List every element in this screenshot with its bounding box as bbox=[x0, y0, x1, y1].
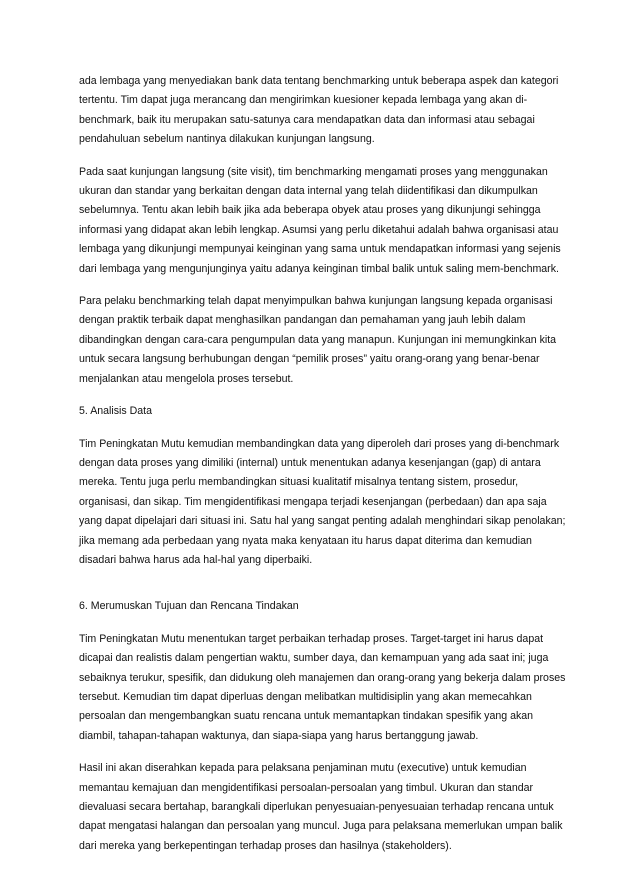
text-line: informasi yang didapat akan lebih lengkap. Asumsi yang perlu diketahui adalah bahwa organisasi atau bbox=[79, 223, 559, 236]
text-line: tersebut. Kemudian tim dapat diperluas dengan melibatkan multidisiplin yang akan memecahkan bbox=[79, 690, 532, 703]
section-spacer bbox=[79, 583, 569, 597]
text-line: Tim Peningkatan Mutu kemudian membandingkan data yang diperoleh dari proses yang di-benchmark bbox=[79, 437, 560, 450]
paragraph-benchmarking-conclusion bbox=[79, 292, 569, 389]
text-line: ukuran dan standar yang berkaitan dengan data internal yang telah diidentifikasi dan dikumpulkan bbox=[79, 185, 538, 198]
text-line: jika memang ada perbedaan yang nyata maka kenyataan itu harus dapat diterima dan kemudian bbox=[79, 534, 532, 547]
text-line: untuk secara langsung berhubungan dengan “pemilik proses” yaitu orang-orang yang benar-benar bbox=[79, 353, 540, 366]
text-line: Para pelaku benchmarking telah dapat menyimpulkan bahwa kunjungan langsung kepada organisasi bbox=[79, 295, 553, 308]
text-line: sebaiknya terukur, spesifik, dan didukung oleh manajemen dan orang-orang yang bekerja dalam proses bbox=[79, 671, 566, 684]
paragraph-analisis-data bbox=[79, 435, 569, 571]
text-line: Hasil ini akan diserahkan kepada para pelaksana penjaminan mutu (executive) untuk kemudian bbox=[79, 762, 527, 775]
text-line: dapat mengatasi halangan dan persoalan yang muncul. Juga para pelaksana memerlukan umpan balik bbox=[79, 820, 563, 833]
text-line: yang dapat dipelajari dari situasi ini. Satu hal yang sangat penting adalah menghindari sikap penolakan; bbox=[79, 515, 566, 528]
section-heading-analisis-data: 5. Analisis Data bbox=[79, 405, 153, 418]
text-line: organisasi, dan sikap. Tim mengidentifikasi mengapa terjadi kesenjangan (perbedaan) dan apa saja bbox=[79, 495, 547, 508]
text-line: benchmark, baik itu merupakan satu-satunya cara mendapatkan data dan informasi atau sebagai bbox=[79, 113, 535, 126]
paragraph-benchmark-data-bank bbox=[79, 72, 569, 150]
text-line: pendahuluan sebelum nantinya dilakukan kunjungan langsung. bbox=[79, 133, 375, 146]
text-line: memantau kemajuan dan mengidentifikasi persoalan-persoalan yang timbul. Ukuran dan standar bbox=[79, 781, 534, 794]
text-line: dibandingkan dengan cara-cara pengumpulan data yang manapun. Kunjungan ini memungkinkan kita bbox=[79, 333, 557, 346]
text-line: mereka. Tentu juga perlu membandingkan situasi kualitatif misalnya tentang sistem, prosedur, bbox=[79, 476, 519, 489]
text-line: dari mereka yang berkepentingan terhadap proses dan hasilnya (stakeholders). bbox=[79, 839, 452, 852]
section-heading-rencana-tindakan: 6. Merumuskan Tujuan dan Rencana Tindakan bbox=[79, 600, 299, 613]
paragraph-hasil-executive bbox=[79, 759, 569, 856]
document-page bbox=[79, 72, 569, 869]
text-line: dengan praktik terbaik dapat menghasilkan pandangan dan pemahaman yang jauh lebih dalam bbox=[79, 314, 526, 327]
text-line: lembaga yang dikunjungi mempunyai keinginan yang sama untuk mendapatkan informasi yang sejenis bbox=[79, 243, 561, 256]
text-line: tertentu. Tim dapat juga merancang dan mengirimkan kuesioner kepada lembaga yang akan di- bbox=[79, 94, 528, 107]
text-line: sebelumnya. Tentu akan lebih baik jika ada beberapa obyek atau proses yang dikunjungi sehingga bbox=[79, 204, 541, 217]
text-line: ada lembaga yang menyediakan bank data tentang benchmarking untuk beberapa aspek dan kategori bbox=[79, 75, 559, 87]
text-line: disadari bahwa harus ada hal-hal yang diperbaiki. bbox=[79, 553, 313, 566]
text-line: dievaluasi secara bertahap, barangkali diperlukan penyesuaian-penyesuaian terhadap rencana untuk bbox=[79, 801, 554, 813]
text-line: menjalankan atau mengelola proses tersebut. bbox=[79, 372, 294, 385]
text-line: dengan data proses yang dimiliki (internal) untuk menentukan adanya kesenjangan (gap) di antara bbox=[79, 456, 541, 469]
paragraph-target-perbaikan bbox=[79, 630, 569, 746]
paragraph-site-visit bbox=[79, 163, 569, 279]
text-line: dicapai dan realistis dalam pengertian waktu, sumber daya, dan kemampuan yang ada saat ini; juga bbox=[79, 652, 549, 665]
text-line: Tim Peningkatan Mutu menentukan target perbaikan terhadap proses. Target-target ini harus dapat bbox=[79, 632, 544, 645]
text-line: Pada saat kunjungan langsung (site visit), tim benchmarking mengamati proses yang menggunakan bbox=[79, 165, 548, 178]
text-line: dari lembaga yang mengunjunginya yaitu adanya keinginan timbal balik untuk saling mem-benchmark. bbox=[79, 262, 559, 275]
text-line: persoalan dan mengembangkan suatu rencana untuk memantapkan tindakan spesifik yang akan bbox=[79, 710, 534, 723]
text-line: diambil, tahapan-tahapan waktunya, dan siapa-siapa yang harus bertanggung jawab. bbox=[79, 729, 479, 742]
